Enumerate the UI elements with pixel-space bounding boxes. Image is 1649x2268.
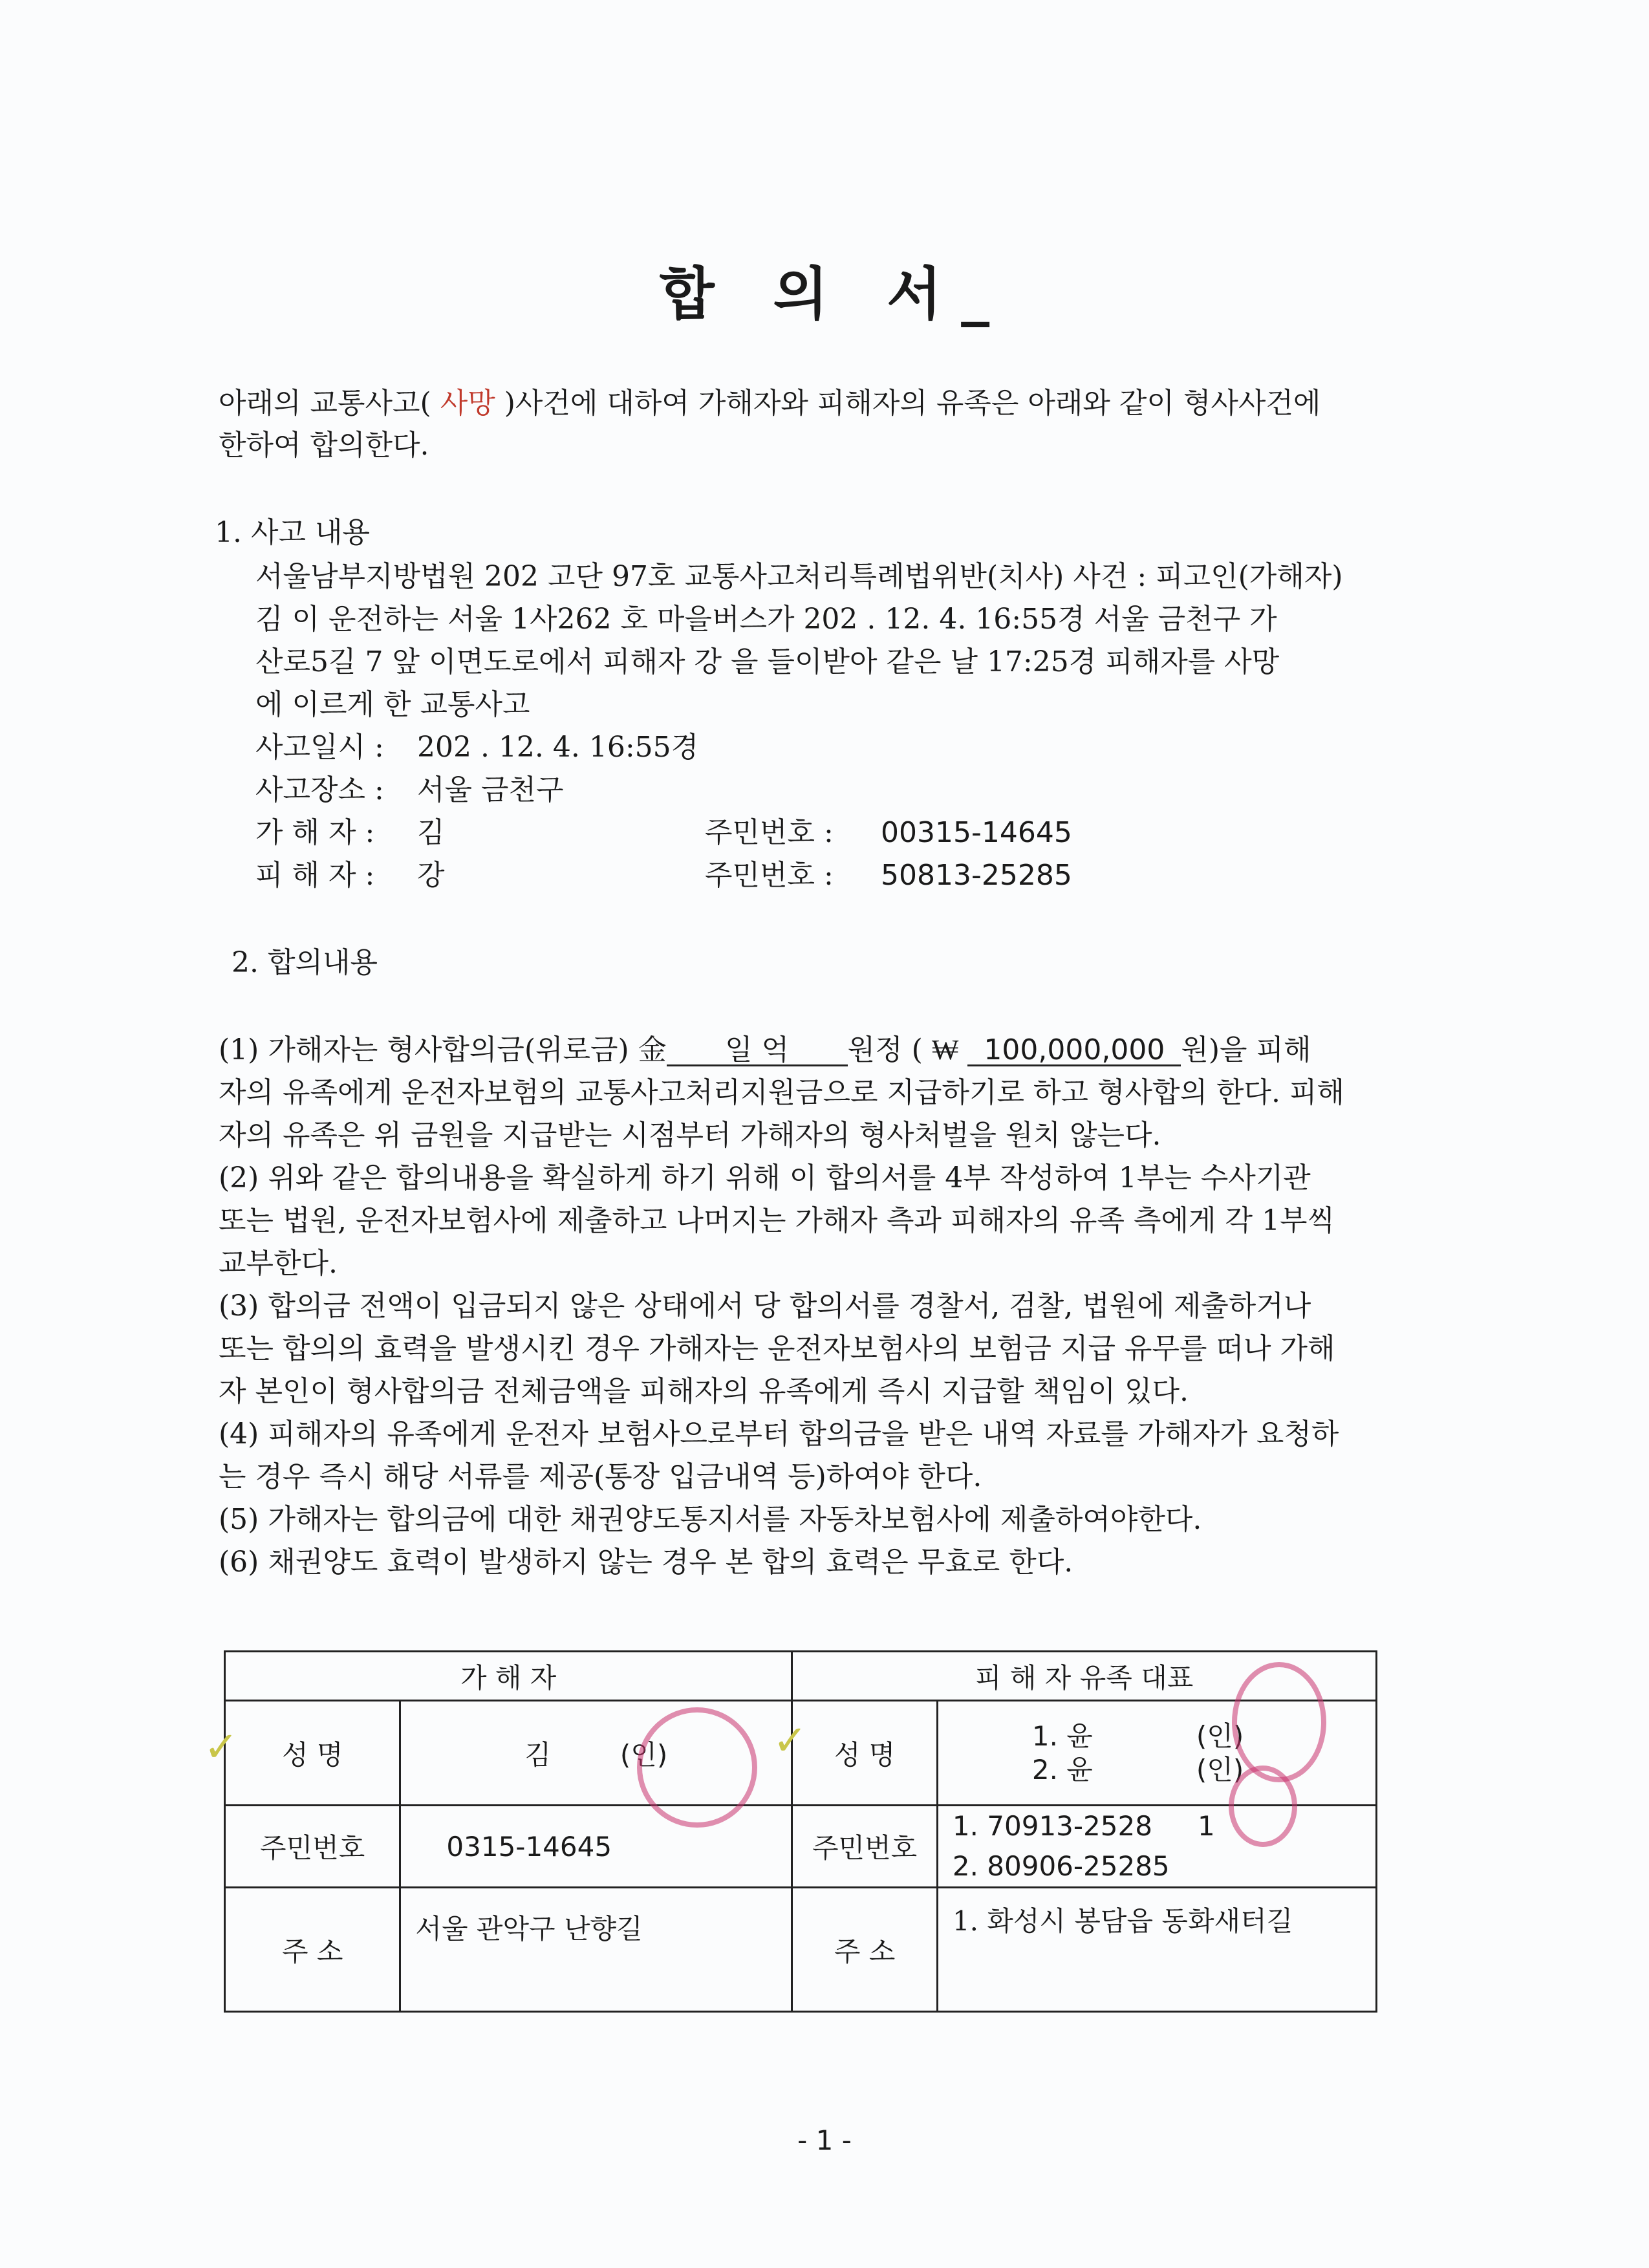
table-offender-addr: 서울 관악구 난향길 xyxy=(400,1888,792,2012)
checkmark-icon: ✓ xyxy=(773,1717,808,1765)
victim-seal-stamp-icon xyxy=(1232,1662,1326,1782)
item2-line-1: (2) 위와 같은 합의내용을 확실하게 하기 위해 이 합의서를 4부 작성하여 1부는 수사기관 xyxy=(219,1161,1311,1194)
intro-line-1: 아래의 교통사고( 사망 )사건에 대하여 가해자와 피해자의 유족은 아래와 같이 형사사건에 xyxy=(219,387,1321,420)
section1-line-3: 산로5길 7 앞 이면도로에서 피해자 강 을 들이받아 같은 날 17:25경 피해자를 사망 xyxy=(255,645,1280,678)
victim-id-2: 2. 80906-25285 xyxy=(952,1850,1170,1882)
victim-seal-1: (인) xyxy=(1196,1720,1244,1752)
offender-name: 김 xyxy=(417,816,445,849)
victim-seal-2: (인) xyxy=(1196,1753,1244,1786)
victim-ids-cell xyxy=(937,1806,1376,1888)
accident-place-label: 사고장소 : xyxy=(255,773,384,806)
page-number: - 1 - xyxy=(797,2124,852,2156)
item4-line-1: (4) 피해자의 유족에게 운전자 보험사으로부터 합의금을 받은 내역 자료를 가해자가 요청하 xyxy=(219,1418,1339,1451)
offender-addr-label: 주 소 xyxy=(225,1888,400,2012)
item5: (5) 가해자는 합의금에 대한 채권양도통지서를 자동차보험사에 제출하여야한다. xyxy=(219,1503,1202,1536)
victim-id-label: 주민번호 : xyxy=(705,859,834,892)
victim-addr-label: 주 소 xyxy=(792,1888,938,2012)
section1-line-4: 에 이르게 한 교통사고 xyxy=(255,688,530,721)
signature-table xyxy=(224,1650,1377,2013)
item3-line-3: 자 본인이 형사합의금 전체금액을 피해자의 유족에게 즉시 지급할 책임이 있다. xyxy=(219,1375,1189,1408)
document-title: 합 의 서_ xyxy=(659,261,990,327)
victim-id: 50813-25285 xyxy=(881,859,1072,892)
victim-name-2: 2. 윤 xyxy=(1031,1753,1093,1786)
item3-line-2: 또는 합의의 효력을 발생시킨 경우 가해자는 운전자보험사의 보험금 지급 유무를 떠나 가해 xyxy=(219,1332,1335,1365)
offender-id-label: 주민번호 : xyxy=(705,816,834,849)
offender-name-label: 성 명 xyxy=(225,1701,400,1806)
offender-id-label-cell: 주민번호 xyxy=(225,1806,400,1888)
item1-line-3: 자의 유족은 위 금원을 지급받는 시점부터 가해자의 형사처벌을 원치 않는다. xyxy=(219,1119,1161,1152)
victim-name-label: 성 명 xyxy=(792,1701,938,1806)
victim-seal-stamp-icon xyxy=(1229,1766,1297,1847)
checkmark-icon: ✓ xyxy=(204,1723,239,1771)
victim-family-column-header: 피 해 자 유족 대표 xyxy=(792,1652,1377,1701)
agreement-item-1: (1) 가해자는 형사합의금(위로금) 金 일 억 원정 ( ₩ 100,000,000 원)을 피해 xyxy=(219,1033,1311,1066)
victim-label: 피 해 자 : xyxy=(255,859,375,892)
offender-seal-mark: (인) xyxy=(620,1738,668,1771)
offender-label: 가 해 자 : xyxy=(255,816,375,849)
section1-line-1: 서울남부지방법원 202 고단 97호 교통사고처리특례법위반(치사) 사건 : 피고인(가해자) xyxy=(255,560,1343,593)
section2-heading: 2. 합의내용 xyxy=(232,946,378,979)
victim-id-extra: 1 xyxy=(1197,1810,1215,1842)
accident-time-label: 사고일시 : xyxy=(255,731,384,764)
victim-name-1: 1. 윤 xyxy=(1031,1720,1093,1752)
item6: (6) 채권양도 효력이 발생하지 않는 경우 본 합의 효력은 무효로 한다. xyxy=(219,1546,1073,1579)
victim-name: 강 xyxy=(417,859,445,892)
item4-line-2: 는 경우 즉시 해당 서류를 제공(통장 입금내역 등)하여야 한다. xyxy=(219,1460,982,1493)
victim-id-label-cell: 주민번호 xyxy=(792,1806,938,1888)
amount-in-numbers: 100,000,000 xyxy=(967,1036,1181,1066)
amount-in-words: 일 억 xyxy=(667,1036,848,1066)
item3-line-1: (3) 합의금 전액이 입금되지 않은 상태에서 당 합의서를 경찰서, 검찰, 법원에 제출하거나 xyxy=(219,1290,1311,1323)
table-offender-name: 김 xyxy=(524,1738,552,1771)
table-offender-id: 0315-14645 xyxy=(400,1806,792,1888)
item1-line-2: 자의 유족에게 운전자보험의 교통사고처리지원금으로 지급하기로 하고 형사합의 한다. 피해 xyxy=(219,1076,1345,1109)
item2-line-2: 또는 법원, 운전자보험사에 제출하고 나머지는 가해자 측과 피해자의 유족 측에게 각 1부씩 xyxy=(219,1204,1335,1237)
section1-line-2: 김 이 운전하는 서울 1사262 호 마을버스가 202 . 12. 4. 16:55경 서울 금천구 가 xyxy=(255,603,1277,636)
offender-seal-stamp-icon xyxy=(637,1707,757,1828)
accident-place: 서울 금천구 xyxy=(417,773,564,806)
intro-line-2: 한하여 합의한다. xyxy=(219,429,429,462)
offender-column-header: 가 해 자 xyxy=(225,1652,792,1701)
offender-id: 00315-14645 xyxy=(881,816,1072,849)
accident-type-highlight: 사망 xyxy=(440,387,495,420)
table-victim-addr: 1. 화성시 봉담읍 동화새터길 xyxy=(937,1888,1376,2012)
section1-heading: 1. 사고 내용 xyxy=(215,516,370,549)
item2-line-3: 교부한다. xyxy=(219,1247,338,1280)
victim-id-1: 1. 70913-2528 xyxy=(952,1810,1152,1842)
accident-time: 202 . 12. 4. 16:55경 xyxy=(417,731,699,764)
